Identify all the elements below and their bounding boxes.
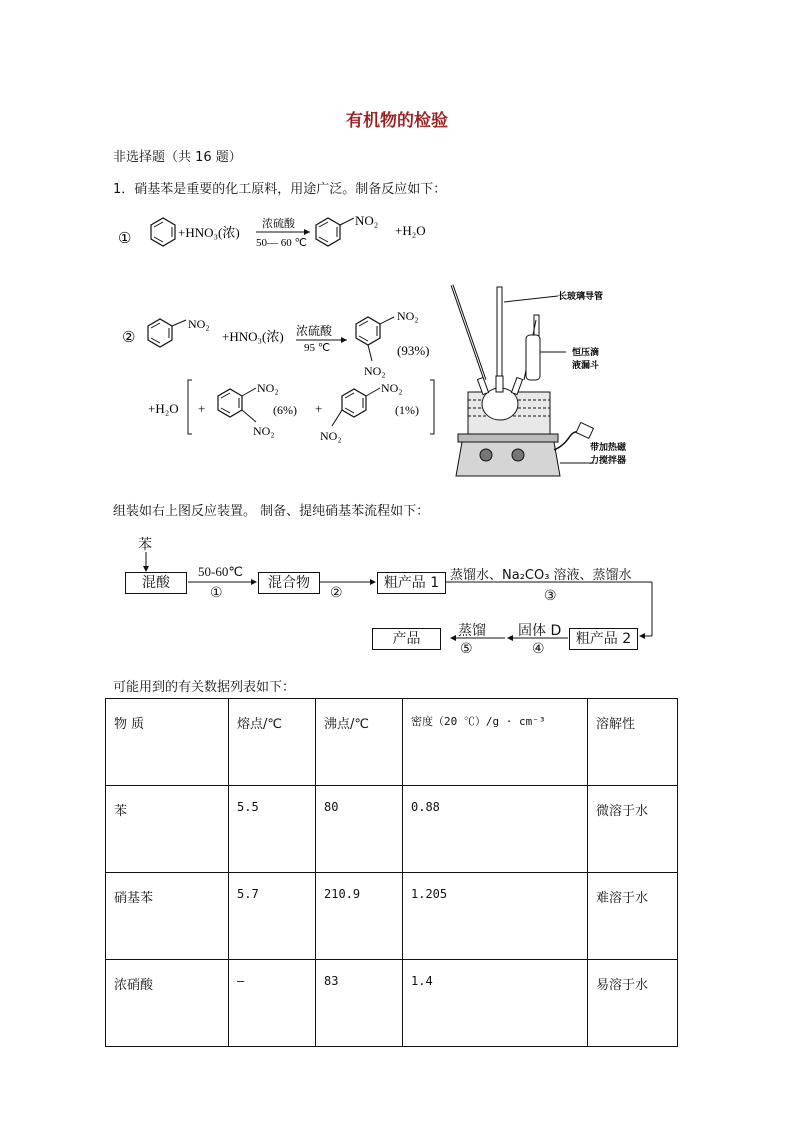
reaction-1-condition-bottom: 50— 60 ℃: [256, 237, 307, 249]
reaction-1-product-group: NO₂: [355, 213, 379, 228]
step-3-condition: 蒸馏水、Na₂CO₃ 溶液、蒸馏水: [450, 568, 632, 583]
reaction-2: [110, 298, 450, 448]
cell-boiling-point: 80: [316, 786, 403, 873]
para-product-yield: (1%): [395, 403, 419, 417]
magnetic-stirrer: [456, 442, 560, 476]
meta-product-group-2: NO₂: [364, 364, 386, 378]
step-5-condition: 蒸馏: [458, 623, 486, 639]
stirrer-knob-left: [480, 449, 492, 461]
cell-density: 1.205: [403, 873, 588, 960]
reaction-apparatus: [440, 280, 640, 480]
cell-melting-point: 5.5: [229, 786, 316, 873]
header-substance: 物 质: [106, 699, 229, 786]
glass-stirring-rod: [497, 287, 502, 382]
cell-melting-point: —: [229, 960, 316, 1047]
label-stirrer-line1: 带加热磁: [590, 442, 627, 452]
meta-product-group-1: NO₂: [397, 309, 419, 323]
reaction-2-number: ②: [122, 330, 136, 346]
dropping-funnel: [526, 335, 540, 380]
section-heading: 非选择题（共 16 题）: [113, 150, 242, 165]
cell-boiling-point: 210.9: [316, 873, 403, 960]
cell-solubility: 难溶于水: [588, 873, 678, 960]
table-intro: 可能用到的有关数据列表如下：: [113, 680, 296, 695]
reaction-1-condition-top: 浓硫酸: [262, 218, 295, 230]
ortho-product-group-1: NO₂: [257, 381, 279, 395]
cell-density: 0.88: [403, 786, 588, 873]
header-melting-point: 熔点/℃: [229, 699, 316, 786]
reaction-1-byproduct: +H₂O: [395, 223, 426, 238]
cell-solubility: 易溶于水: [588, 960, 678, 1047]
plus-sign-1: +: [198, 401, 206, 416]
step-4-condition: 固体 D: [518, 623, 562, 639]
step-4-number: ④: [532, 641, 545, 657]
reaction-2-reagent: +HNO₃(浓): [222, 329, 284, 344]
reaction-1: [110, 205, 450, 261]
cell-substance: 硝基苯: [106, 873, 229, 960]
header-boiling-point: 沸点/℃: [316, 699, 403, 786]
reaction-2-condition-bottom: 95 ℃: [304, 342, 331, 354]
cell-boiling-point: 83: [316, 960, 403, 1047]
meta-product-yield: (93%): [397, 343, 430, 358]
reaction-2-condition-top: 浓硫酸: [296, 324, 333, 338]
label-funnel-line2: 液漏斗: [572, 360, 600, 370]
table-row: [106, 960, 678, 1047]
stirrer-plate: [458, 434, 558, 442]
step-5-number: ⑤: [460, 641, 473, 657]
table-row: [106, 786, 678, 873]
reaction-1-reagent: +HNO₃(浓): [178, 225, 240, 240]
ortho-product-group-2: NO₂: [253, 424, 275, 438]
box-product: 产品: [372, 628, 441, 650]
feed-benzene: 苯: [138, 537, 152, 553]
label-glass-tube: 长玻璃导管: [558, 291, 604, 301]
process-flowchart: [110, 532, 670, 657]
left-bracket: [188, 380, 192, 434]
stirrer-knob-right: [512, 449, 524, 461]
step-3-number: ③: [544, 588, 557, 604]
step-2-number: ②: [330, 585, 343, 601]
tube-leader-line: [504, 296, 558, 302]
question-1-intro: 1．硝基苯是重要的化工原料，用途广泛。制备反应如下：: [113, 182, 447, 197]
properties-table: [105, 698, 678, 1047]
cell-solubility: 微溶于水: [588, 786, 678, 873]
box-mixture: 混合物: [258, 572, 320, 594]
box-crude-product-1: 粗产品 1: [377, 572, 446, 594]
label-funnel-line1: 恒压滴: [572, 347, 600, 357]
label-stirrer-line2: 力搅拌器: [590, 455, 627, 465]
ortho-product-yield: (6%): [273, 403, 297, 417]
table-row: [106, 873, 678, 960]
box-crude-product-2: 粗产品 2: [569, 628, 638, 650]
cell-density: 1.4: [403, 960, 588, 1047]
plus-sign-2: +: [315, 401, 323, 416]
para-product-group-1: NO₂: [381, 381, 403, 395]
header-density: 密度（20 ℃）/g · cm⁻³: [403, 699, 588, 786]
reaction-2-substrate-group: NO₂: [188, 317, 210, 331]
right-bracket: [430, 380, 434, 434]
header-solubility: 溶解性: [588, 699, 678, 786]
cell-substance: 苯: [106, 786, 229, 873]
step-1-condition: 50-60℃: [198, 564, 243, 579]
step-1-number: ①: [210, 585, 223, 601]
flow-intro: 组装如右上图反应装置。 制备、提纯硝基苯流程如下：: [113, 504, 430, 519]
power-plug: [576, 423, 593, 439]
reaction-2-water: +H₂O: [148, 401, 179, 416]
page-title: 有机物的检验: [346, 111, 448, 131]
table-header-row: [106, 699, 678, 786]
para-product-group-2: NO₂: [320, 429, 342, 443]
cell-melting-point: 5.7: [229, 873, 316, 960]
cell-substance: 浓硝酸: [106, 960, 229, 1047]
box-mixed-acid: 混酸: [125, 572, 187, 594]
reaction-1-number: ①: [118, 231, 132, 247]
